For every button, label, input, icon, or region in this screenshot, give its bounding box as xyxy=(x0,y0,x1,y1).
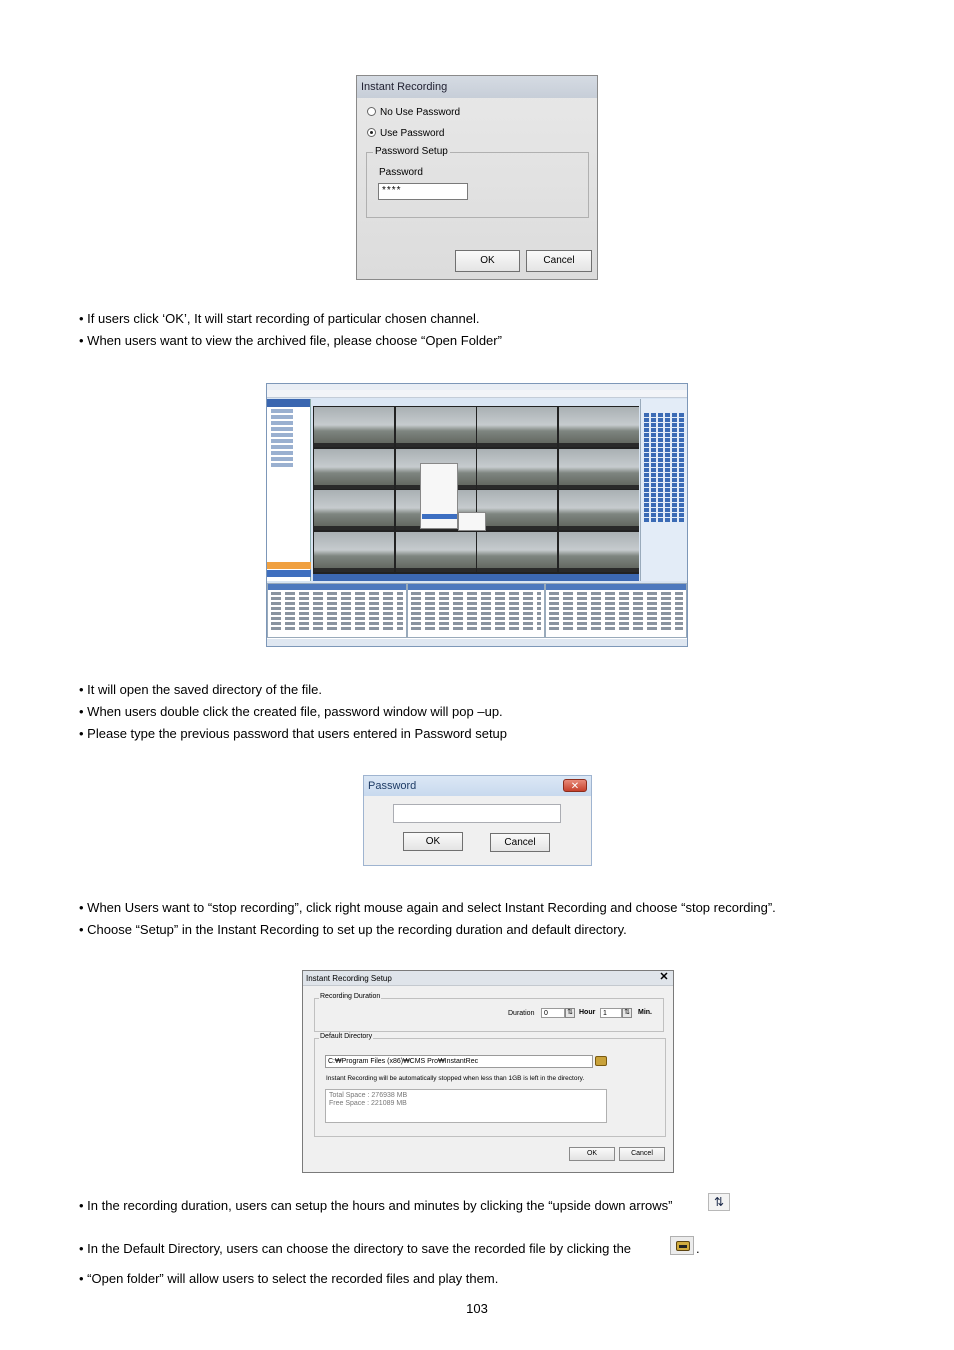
group-label: Recording Duration xyxy=(320,993,381,1000)
context-submenu xyxy=(458,512,486,531)
health-row xyxy=(644,453,684,457)
camera-view xyxy=(477,449,557,489)
space-note: Instant Recording will be automatically stopped when less than 1GB is left in the directory. xyxy=(326,1075,585,1082)
bullet-text: • Choose “Setup” in the Instant Recording to set up the recording duration and default directory. xyxy=(79,922,627,938)
page-number: 103 xyxy=(466,1301,488,1316)
default-directory-group xyxy=(314,1033,666,1137)
password-input[interactable] xyxy=(393,804,561,823)
password-input[interactable]: **** xyxy=(378,183,468,200)
camera-view xyxy=(559,407,639,447)
group-label: Default Directory xyxy=(320,1033,373,1040)
health-row xyxy=(644,433,684,437)
open-folder-icon xyxy=(670,1236,694,1255)
health-row xyxy=(644,488,684,492)
cancel-button[interactable]: Cancel xyxy=(490,833,550,852)
bullet-text: • When Users want to “stop recording”, click right mouse again and select Instant Recording and choose “stop recording”. xyxy=(79,900,776,916)
health-row xyxy=(644,483,684,487)
camera-view xyxy=(477,532,557,572)
health-row xyxy=(644,508,684,512)
bullet-text: • When users want to view the archived file, please choose “Open Folder” xyxy=(79,333,502,349)
bullet-text: • In the Default Directory, users can choose the directory to save the recorded file by clicking the xyxy=(79,1241,631,1257)
password-label: Password xyxy=(379,167,423,178)
health-row xyxy=(644,443,684,447)
dialog-title: Password xyxy=(364,776,591,796)
bullet-text: • When users double click the created file, password window will pop –up. xyxy=(79,704,503,720)
minute-label: Min. xyxy=(638,1009,652,1016)
camera-view xyxy=(314,532,394,572)
health-row xyxy=(644,423,684,427)
health-row xyxy=(644,458,684,462)
context-menu xyxy=(420,463,458,529)
dialog-title: Instant Recording Setup xyxy=(303,971,673,986)
space-info xyxy=(325,1089,607,1123)
menu-bar xyxy=(267,390,687,398)
bullet-text: • “Open folder” will allow users to select the recorded files and play them. xyxy=(79,1271,498,1287)
ok-button[interactable]: OK xyxy=(569,1147,615,1161)
close-button[interactable]: ✕ xyxy=(563,779,587,792)
total-space: Total Space : 276938 MB xyxy=(329,1092,408,1099)
bullet-text: • It will open the saved directory of the file. xyxy=(79,682,322,698)
event-log-pane xyxy=(407,583,545,638)
bullet-text: • If users click ‘OK’, It will start recording of particular chosen channel. xyxy=(79,311,480,327)
camera-view xyxy=(477,407,557,447)
health-row xyxy=(644,428,684,432)
radio-off-icon xyxy=(367,107,376,116)
health-row xyxy=(644,513,684,517)
close-button[interactable]: ✕ xyxy=(659,971,669,983)
server-list-panel xyxy=(267,399,311,581)
password-setup-group xyxy=(366,146,589,218)
duration-label: Duration xyxy=(508,1010,535,1017)
camera-view xyxy=(396,407,476,447)
health-row xyxy=(644,463,684,467)
health-row xyxy=(644,478,684,482)
minute-input[interactable]: 1 xyxy=(600,1008,622,1018)
instant-recording-setup-dialog xyxy=(302,970,674,1173)
health-row xyxy=(644,413,684,417)
free-space: Free Space : 221089 MB xyxy=(329,1100,407,1107)
instant-recording-dialog xyxy=(356,75,598,280)
camera-view xyxy=(559,490,639,530)
cms-screenshot xyxy=(266,383,688,647)
radio-on-icon xyxy=(367,128,376,137)
status-bar xyxy=(267,639,687,646)
system-log-pane xyxy=(267,583,407,638)
ok-button[interactable]: OK xyxy=(455,250,520,272)
hour-input[interactable]: 0 xyxy=(541,1008,565,1018)
camera-view xyxy=(314,407,394,447)
device-list-tab xyxy=(267,562,311,569)
map-list-tab xyxy=(267,570,311,577)
health-row xyxy=(644,468,684,472)
health-row xyxy=(644,418,684,422)
camera-view xyxy=(477,490,557,530)
cancel-button[interactable]: Cancel xyxy=(526,250,592,272)
cms-system-log-pane xyxy=(545,583,687,638)
health-check-panel xyxy=(640,399,687,581)
sentence-end: . xyxy=(696,1241,700,1256)
bullet-text: • In the recording duration, users can setup the hours and minutes by clicking the “upside down arrows” xyxy=(79,1198,673,1214)
health-row xyxy=(644,498,684,502)
camera-view xyxy=(559,449,639,489)
playback-toolbar xyxy=(313,574,639,581)
ok-button[interactable]: OK xyxy=(403,832,463,851)
health-row xyxy=(644,518,684,522)
health-row xyxy=(644,473,684,477)
camera-view xyxy=(559,532,639,572)
camera-view xyxy=(314,490,394,530)
cancel-button[interactable]: Cancel xyxy=(619,1147,665,1161)
password-dialog xyxy=(363,775,592,866)
use-password-radio[interactable]: Use Password xyxy=(367,128,444,139)
bullet-text: • Please type the previous password that users entered in Password setup xyxy=(79,726,507,742)
health-row xyxy=(644,503,684,507)
log-panels xyxy=(267,583,687,646)
directory-path-input[interactable]: C:₩Program Files (x86)₩CMS Pro₩InstantRec xyxy=(325,1055,593,1068)
group-label: Password Setup xyxy=(375,146,448,157)
updown-arrows-icon: ⇅ xyxy=(708,1193,730,1211)
minute-updown-arrows-icon[interactable]: ⇅ xyxy=(622,1008,632,1018)
hour-updown-arrows-icon[interactable]: ⇅ xyxy=(565,1008,575,1018)
no-use-password-radio[interactable]: No Use Password xyxy=(367,107,460,118)
camera-view xyxy=(396,532,476,572)
open-folder-icon[interactable] xyxy=(595,1056,607,1066)
health-row xyxy=(644,493,684,497)
hour-label: Hour xyxy=(579,1009,596,1016)
dialog-title: Instant Recording xyxy=(357,76,597,98)
recording-duration-group xyxy=(314,993,664,1032)
health-row xyxy=(644,438,684,442)
camera-view xyxy=(314,449,394,489)
camera-grid xyxy=(313,406,639,574)
health-row xyxy=(644,448,684,452)
